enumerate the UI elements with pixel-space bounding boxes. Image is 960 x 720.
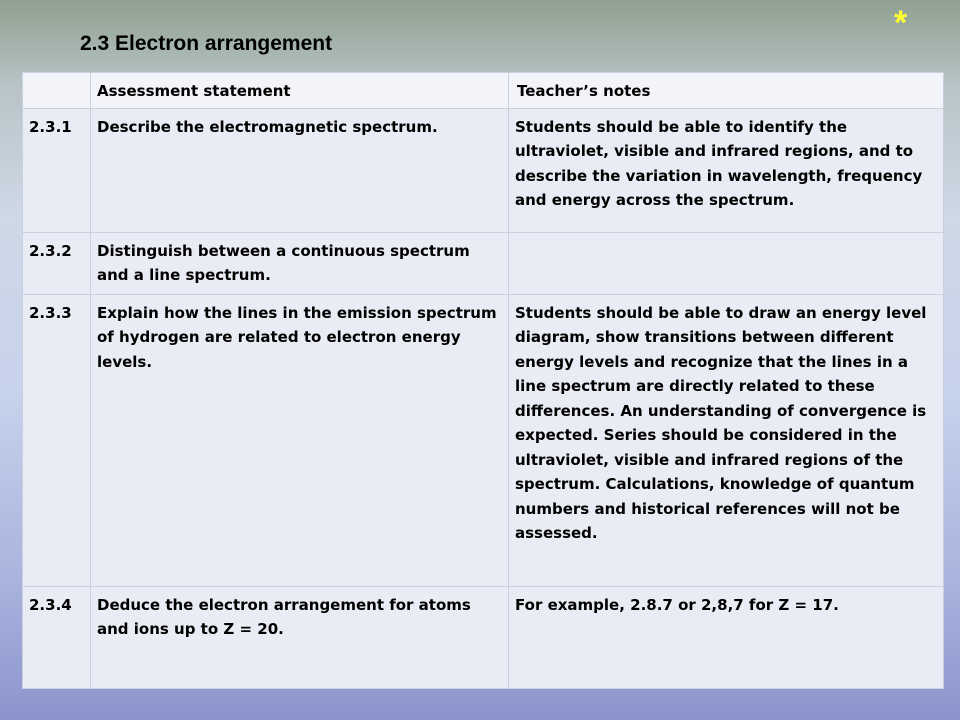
slide-title: 2.3 Electron arrangement [80,32,333,55]
row-notes: Students should be able to draw an energy level diagram, show transitions between different energy levels and recognize that the lines in a line spectrum are directly related to these differences. An understanding of convergence is expected. Series should be considered in the ultraviolet, visible and infrared regions of the spectrum. Calculations, knowledge of quantum numbers and historical references will not be assessed. [509,294,944,586]
row-number: 2.3.3 [23,294,91,586]
row-notes [509,232,944,294]
table-row [23,232,944,294]
table-row [23,294,944,586]
row-statement: Explain how the lines in the emission spectrum of hydrogen are related to electron energy levels. [91,294,509,586]
row-statement: Describe the electromagnetic spectrum. [91,108,509,232]
row-number: 2.3.2 [23,232,91,294]
row-number: 2.3.1 [23,108,91,232]
table-row [23,586,944,688]
row-notes: Students should be able to identify the ultraviolet, visible and infrared regions, and to describe the variation in wavelength, frequency and energy across the spectrum. [509,108,944,232]
row-statement: Distinguish between a continuous spectrum and a line spectrum. [91,232,509,294]
table-header-row [23,73,944,109]
row-notes: For example, 2.8.7 or 2,8,7 for Z = 17. [509,586,944,688]
table-row [23,108,944,232]
header-assessment-statement: Assessment statement [91,73,509,109]
row-number: 2.3.4 [23,586,91,688]
row-statement: Deduce the electron arrangement for atoms and ions up to Z = 20. [91,586,509,688]
header-teachers-notes: Teacher’s notes [509,73,944,109]
star-marker: * [894,4,908,42]
header-number [23,73,91,109]
assessment-table [22,72,944,689]
